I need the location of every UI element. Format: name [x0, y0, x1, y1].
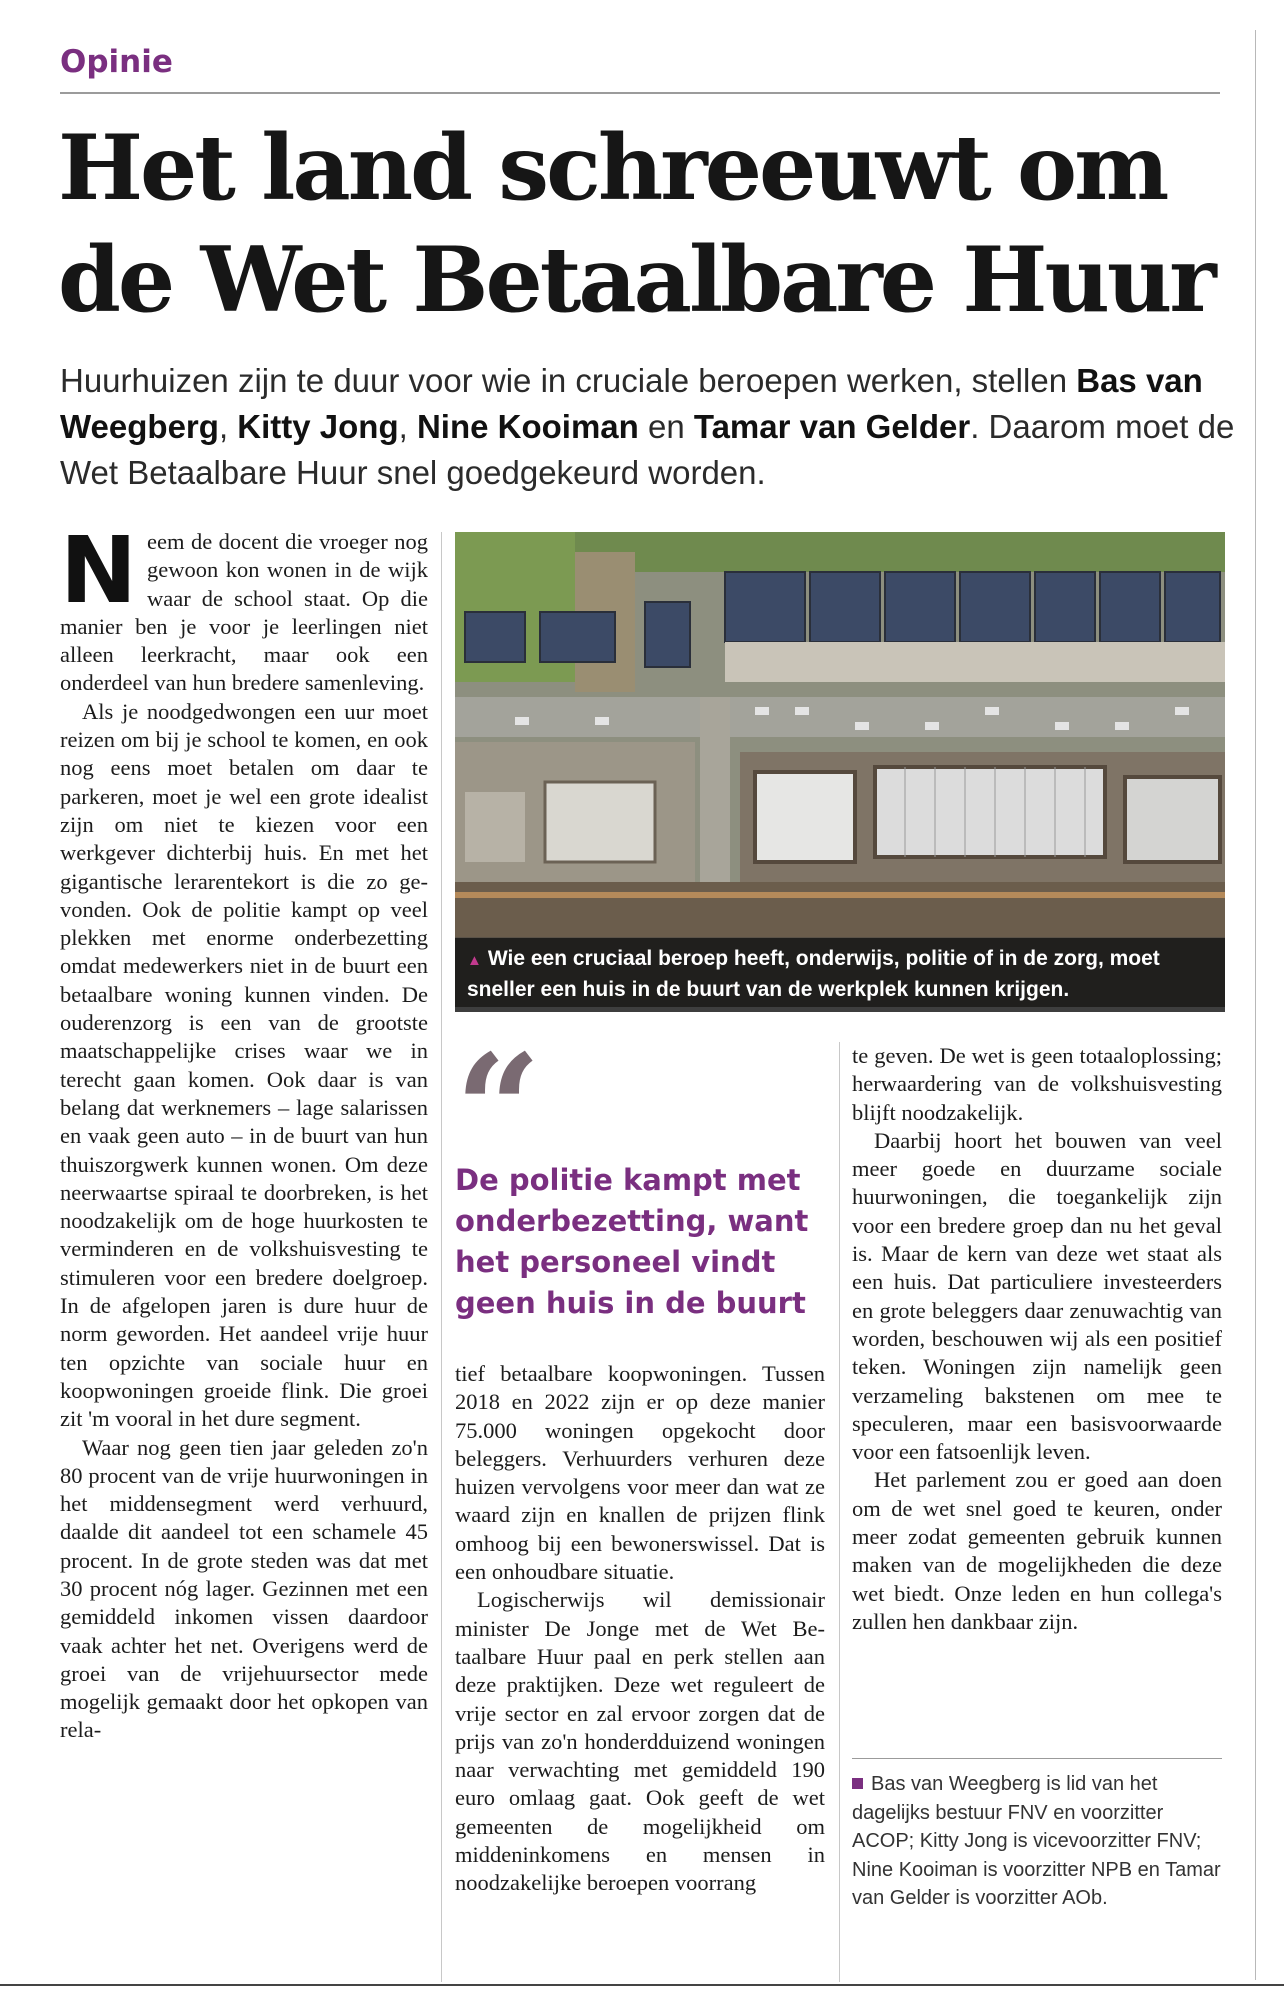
author-name: Tamar van Gelder — [693, 408, 971, 445]
article-paragraph: Daarbij hoort het bouwen van veel meer goede en duurzame sociale huurwoningen, die toegankelijk zijn voor een bredere groep dan nu het geval is. Maar de kern van deze wet staat als een huis. Dat particuliere investeerders en grote beleggers daar zenuwachtig van worden, beschouwen wij als een positief teken. Woningen zijn namelijk geen verzameling bakstenen om mee te speculeren, maar een basisvoorwaarde voor een fatsoenlijk leven. — [852, 1127, 1222, 1465]
author-name: Kitty Jong — [237, 408, 399, 445]
author-name: Bas van Weegberg — [60, 362, 1203, 445]
intro-end: . Daarom moet de Wet Betaalbare Huur snel goedgekeurd worden. — [60, 408, 1235, 491]
author-name: Nine Kooiman — [416, 408, 639, 445]
headline: Het land schreeuwt om de Wet Betaalbare Huur — [58, 115, 1214, 333]
drop-cap: N — [60, 528, 137, 624]
author-bio — [852, 1770, 1222, 1913]
article-paragraph: Logischerwijs wil demissionair minister De Jonge met de Wet Betaalbare Huur paal en perk stellen aan deze praktijken. Deze wet reguleert de vrije sector en zal ervoor zorgen dat de prijs van zo'n honderdduizend woningen naar verwachting met gemiddeld 190 euro omlaag gaat. Ook geeft de wet gemeenten de mogelijkheid om middeninkomens en mensen in noodzakelijke beroepen voorrang — [455, 1587, 825, 1896]
intro-separator: , — [218, 408, 238, 445]
bio-text: Bas van Weegberg is lid van het dagelijks bestuur FNV en voorzitter ACOP; Kitty Jong is vicevoorzitter FNV; Nine Kooiman is voorzitter NPB en Tamar van Gelder is voorzitter AOb. — [852, 1773, 1221, 1909]
aerial-housing-photo — [455, 532, 1225, 1007]
article-paragraph: Het parlement zou er goed aan doen om de wet snel goed te keuren, onder meer zodat gemeenten gebruik kunnen maken van de mogelijkheden die deze wet biedt. Onze leden en hun collega's zullen hen dankbaar zijn. — [852, 1467, 1222, 1634]
article-paragraph: te geven. De wet is geen totaaloplossing; herwaardering van de volkshuisvesting blijft noodzakelijk. — [852, 1043, 1222, 1125]
article-paragraph: tief betaalbare koopwoningen. Tussen 2018 en 2022 zijn er op deze manier 75.000 woningen opgekocht door beleggers. Verhuurders verhuren deze huizen vervolgens voor meer dan wat ze waard zijn en knallen de prijzen flink omhoog bij een bewonerswissel. Dat is een onhoudbare situatie. — [455, 1361, 825, 1585]
aerial-photo-illustration — [455, 532, 1225, 1007]
article-column-2 — [455, 1360, 825, 1980]
article-column-3 — [852, 1042, 1222, 1742]
article-paragraph — [60, 528, 428, 698]
column-divider — [441, 532, 442, 1982]
bio-square-icon — [852, 1778, 863, 1789]
column-divider — [839, 1042, 840, 1982]
page-edge-rule — [1255, 30, 1256, 1980]
section-label: Opinie — [60, 44, 173, 80]
article-paragraph: Waar nog geen tien jaar geleden zo'n 80 procent van de vrije huurwoningen in het middensegment werd verhuurd, daalde dit aandeel tot een schamele 45 procent. In de grote steden was dat met 30 procent nóg lager. Gezinnen met een gemiddeld inkomen vissen daardoor vaak achter het net. Overigens werd de groei van de vrijehuursector mede mogelijk gemaakt door het opkopen van rela- — [60, 1434, 428, 1743]
article-column-1 — [60, 528, 428, 1978]
intro-lead: Huurhuizen zijn te duur voor wie in cruciale beroepen werken, stellen — [60, 362, 1068, 399]
caption-triangle-icon: ▲ — [467, 952, 482, 969]
section-rule — [60, 92, 1220, 94]
article-paragraph: Als je noodgedwongen een uur moet reizen om bij je school te komen, en ook nog eens moet betalen om daar te parkeren, moet je wel een grote idealist zijn om niet te kiezen voor een werkgever dichterbij huis. En met het gigantische lerarentekort is die zo gevonden. Ook de politie kampt op veel plekken met enorme onderbezetting omdat medewerkers niet in de buurt een betaalbare woning kunnen vinden. De ouderenzorg is een van de grootste maatschappelijke crises waar we in terecht gaan komen. Ook daar is van belang dat werknemers – lage salarissen en vaak geen auto – in de buurt van hun thuiszorgwerk kunnen wonen. Om deze neerwaartse spiraal te doorbreken, is het noodzakelijk om de hoge huurkosten te verminderen en de volkshuisvesting te stimuleren voor een bredere doelgroep. In de afgelopen jaren is dure huur de norm geworden. Het aandeel vrije huur ten opzichte van sociale huur en koopwoningen groeide flink. Die groei zit 'm vooral in het dure segment. — [60, 698, 428, 1432]
paragraph-text: eem de docent die vroeger nog gewoon kon wonen in de wijk waar de school staat. Op die manier ben je voor je leerlingen niet alleen leerkracht, maar ook een onderdeel van hun bredere samenleving. — [60, 529, 428, 696]
pullquote: De politie kampt met onderbezetting, want het personeel vindt geen huis in de buurt — [455, 1163, 809, 1320]
intro-standfirst — [60, 358, 1240, 496]
bio-rule — [852, 1758, 1222, 1759]
intro-separator: en — [638, 408, 694, 445]
quote-marks-icon: “ — [455, 1022, 542, 1198]
caption-text: Wie een cruciaal beroep heeft, onderwijs, politie of in de zorg, moet sneller een huis in de buurt van de werkplek kunnen krijgen. — [467, 947, 1160, 1001]
photo-caption — [455, 938, 1225, 1012]
intro-separator: , — [398, 408, 417, 445]
page-bottom-rule — [0, 1984, 1284, 1986]
